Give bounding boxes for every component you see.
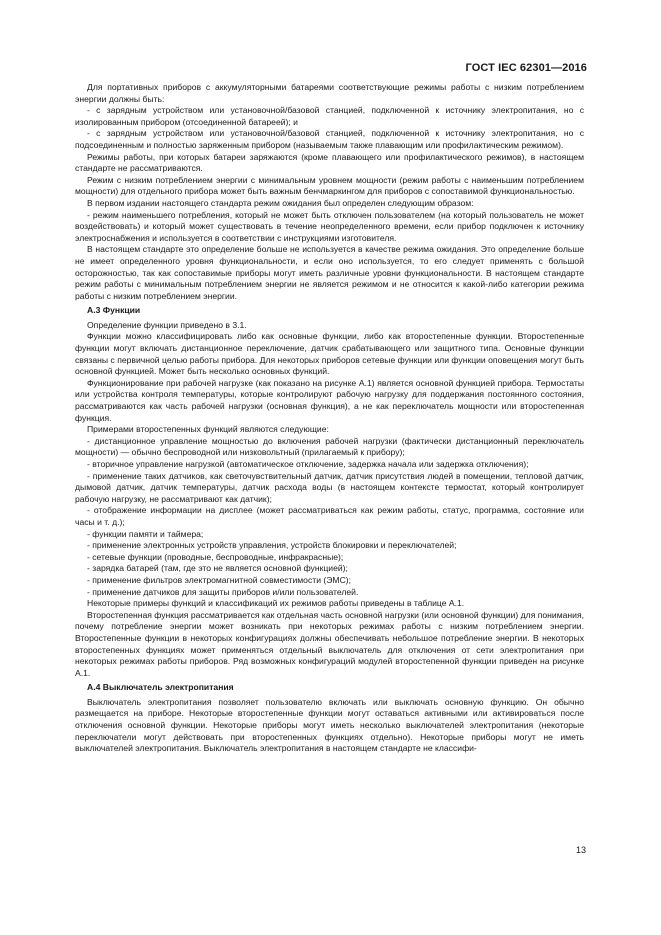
paragraph: В настоящем стандарте это определение больше не используется в качестве режима ожидания. Это определение больше не имеет определенного уровня функциональности, и если оно используется, то его следует применять с большой осторожностью, так как сопоставимые приборы могут иметь различные уровни функциональности. В настоящем стандарте режим работы с минимальным потреблением энергии не является режимом и не относится к какой-либо категории режима работы с низким потреблением энергии. xyxy=(75,244,584,301)
list-item: - применение электронных устройств управления, устройств блокировки и переключателей; xyxy=(87,540,457,551)
section-heading-a4: А.4 Выключатель электропитания xyxy=(87,682,234,693)
list-item: - функции памяти и таймера; xyxy=(87,528,204,539)
paragraph: Второстепенная функция рассматривается как отдельная часть основной нагрузки (или основной функции) для понимания, почему потребление энергии может возникать при некоторых режимах работы с низким потреблением энергии. Второстепенные функции в некоторых конфигурациях должны обеспечивать небольшое потребление энергии. В некоторых второстепенных функциях может применяться отдельный выключатель для отключения от сети электропитания при некоторых режимах работы приборов. Ряд возможных конфигураций модулей второстепенной функции приведен на рисунке А.1. xyxy=(75,609,584,678)
list-item: - с зарядным устройством или установочной/базовой станцией, подключенной к источнику электропитания, но с изолированным прибором (отсоединенной батареей); и xyxy=(75,105,584,127)
page-body xyxy=(75,82,584,755)
list-item: - вторичное управление нагрузкой (автоматическое отключение, задержка начала или задержка отключения); xyxy=(87,459,529,469)
page-number: 13 xyxy=(575,845,586,855)
paragraph: Режимы работы, при которых батареи заряжаются (кроме плавающего или профилактического режимов), в настоящем стандарте не рассматриваются. xyxy=(75,151,584,174)
functions-section xyxy=(75,320,584,679)
paragraph: Функционирование при рабочей нагрузке (как показано на рисунке А.1) является основной функцией прибора. Термостаты или устройства контроля температуры, которые контролируют рабочую нагрузку для поддержания постоянного состояния, рассматриваются как часть рабочей нагрузки (основная функция), а не как переключатель мощности или второстепенная функция. xyxy=(75,377,584,423)
paragraph: Выключатель электропитания позволяет пользователю включать или выключать основную функцию. Он обычно размещается на приборе. Некоторые второстепенные функции могут оставаться активными или активироваться после отключения основной функции. Некоторые приборы могут иметь несколько выключателей электропитания (некоторые переключатели могут действовать при второстепенных функциях отдельно). Некоторые приборы могут не иметь выключателей электропитания. Выключатель электропитания в настоящем стандарте не классифи- xyxy=(75,696,584,754)
list-item: - зарядка батарей (там, где это не является основной функцией); xyxy=(87,563,348,574)
list-item: - режим наименьшего потребления, который не может быть отключен пользователем (на который пользователь не может воздействовать) и который может существовать в течение неопределенного времени, если прибор подключен к источнику электроснабжения и используется в соответствии с инструкциями изготовителя. xyxy=(75,209,584,243)
power-switch-section xyxy=(75,697,584,755)
paragraph: Для портативных приборов с аккумуляторными батареями соответствующие режимы работы с низким потреблением энергии должны быть: xyxy=(75,82,584,104)
section-heading-a3: А.3 Функции xyxy=(87,305,141,316)
list-item: - отображение информации на дисплее (может рассматриваться как режим работы, статус, программа, состояние или часы и т. д.); xyxy=(75,505,584,527)
intro-section xyxy=(75,82,584,302)
list-item: - сетевые функции (проводные, беспроводные, инфракрасные); xyxy=(87,551,344,562)
list-item: - с зарядным устройством или установочной/базовой станцией, подключенной к источнику электропитания, но с подсоединенным и полностью заряженным прибором (называемым также плавающим или профилактическим режимом). xyxy=(75,128,584,150)
paragraph: Примерами второстепенных функций являются следующие: xyxy=(87,424,329,435)
list-item: - применение фильтров электромагнитной совместимости (ЭМС); xyxy=(87,574,352,585)
paragraph: Режим с низким потреблением энергии с минимальным уровнем мощности (режим работы с наименьшим потреблением мощности) для отдельного прибора может быть важным бенчмаркингом для приборов с сопоставимой функциональностью. xyxy=(75,174,584,197)
document-header: ГОСТ IEC 62301—2016 xyxy=(465,62,587,74)
paragraph: В первом издании настоящего стандарта режим ожидания был определен следующим образом: xyxy=(87,197,474,208)
list-item: - дистанционное управление мощностью до включения рабочей нагрузки (фактически дистанционный переключатель мощности) — обычно беспроводной или низковольтный (прилагаемый к прибору); xyxy=(75,435,584,458)
paragraph: Некоторые примеры функций и классификаций их режимов работы приведены в таблице А.1. xyxy=(87,598,465,609)
paragraph: Функции можно классифицировать либо как основные функции, либо как второстепенные функции. Второстепенные функции могут включать дистанционное переключение, датчик срабатывающего или защитного типа. Основные функции связаны с первичной целью работы прибора. Для некоторых приборов сетевые функции или функции оповещения могут быть основной функцией. Может быть несколько основных функций. xyxy=(75,331,584,377)
paragraph: Определение функции приведено в 3.1. xyxy=(87,319,247,330)
list-item: - применение датчиков для защиты приборов и/или пользователей. xyxy=(87,586,359,597)
list-item: - применение таких датчиков, как светочувствительный датчик, датчик присутствия людей в помещении, тепловой датчик, дымовой датчик, датчик температуры, датчик расхода воды (в настоящем контексте термостат, который контролирует рабочую нагрузку, не рассматривают как датчик); xyxy=(75,470,584,504)
